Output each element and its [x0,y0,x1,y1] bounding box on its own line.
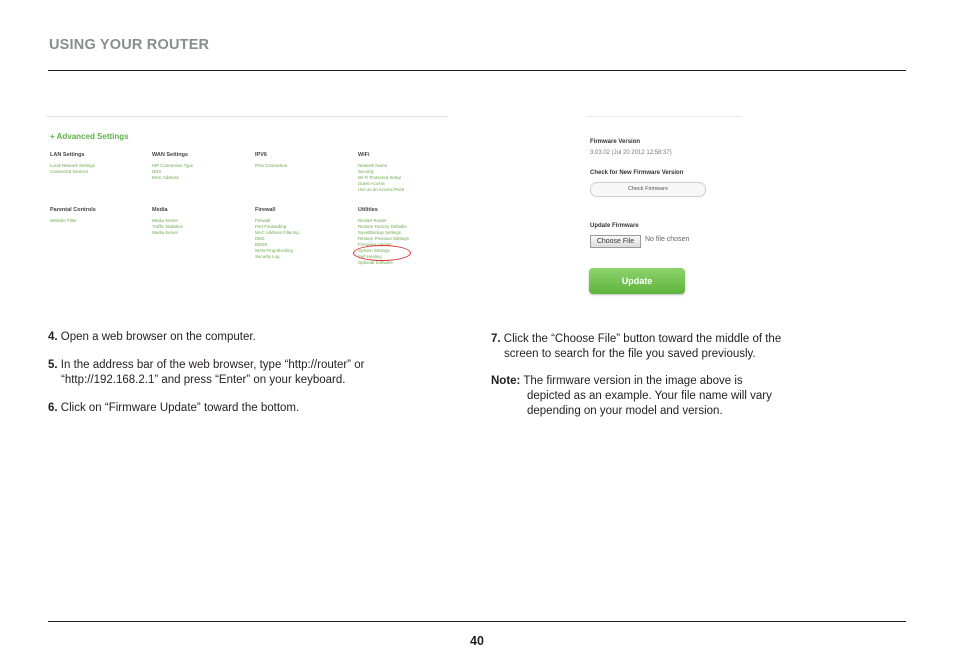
settings-link[interactable]: Save/Backup Settings [358,230,401,235]
settings-link[interactable]: Security [358,169,374,174]
settings-link[interactable]: Connected Devices [50,169,89,174]
settings-link[interactable]: Use as an Access Point [358,187,405,192]
settings-link[interactable]: Optional Software [358,260,393,265]
settings-column-parental [50,207,145,224]
settings-link[interactable]: Traffic Statistics [152,224,183,229]
bottom-divider [48,621,906,622]
step-7 [491,332,901,362]
settings-column-ipv6 [255,152,350,169]
settings-link[interactable]: MAC Address [152,175,179,180]
settings-link[interactable]: Self Healing [358,254,382,259]
step-number: 5. [48,359,58,371]
settings-link[interactable]: Restart Router [358,218,387,223]
column-heading: LAN Settings [50,152,85,158]
choose-file-button[interactable]: Choose File [590,235,641,248]
screenshot-top-border [588,116,742,117]
step-4 [48,330,458,345]
column-heading: IPV6 [255,152,267,158]
settings-link[interactable]: Restore Previous Settings [358,236,409,241]
advanced-settings-title: + Advanced Settings [50,132,129,141]
step-6 [48,401,458,416]
settings-column-lan [50,152,145,175]
settings-link[interactable]: Website Filter [50,218,77,223]
column-heading: Media [152,207,168,213]
step-text: Click on “Firmware Update” toward the bottom. [60,402,300,414]
firmware-version-value: 3.03.02 (Jul 20 2012 12:58:37) [590,150,672,156]
note-line2: depicted as an example. Your file name will vary [527,390,772,402]
settings-link[interactable]: Wi-Fi Protected Setup [358,175,401,180]
settings-link[interactable]: Port Forwarding [255,224,287,229]
column-heading: Parental Controls [50,207,96,213]
firmware-update-screenshot [584,116,744,301]
column-heading: WAN Settings [152,152,189,158]
firmware-version-label: Firmware Version [590,139,641,145]
firmware-update-highlight-circle [353,245,411,261]
note [491,374,901,419]
step-number: 7. [491,333,501,345]
settings-link[interactable]: Guest Access [358,181,385,186]
note-label: Note: [491,375,521,387]
note-line1: The firmware version in the image above is [523,375,743,387]
column-heading: Firewall [255,207,276,213]
header-title: USING YOUR ROUTER [49,37,210,53]
settings-link[interactable]: Security Log [255,254,280,259]
step-5 [48,358,458,388]
settings-link[interactable]: DNS [152,169,162,174]
check-firmware-button[interactable]: Check Firmware [590,182,706,197]
settings-column-firewall [255,207,350,260]
update-button[interactable]: Update [589,268,685,294]
column-heading: Utilities [358,207,378,213]
settings-column-wan [152,152,247,181]
settings-link[interactable]: DDNS [255,242,268,247]
step-text: Open a web browser on the computer. [60,331,256,343]
screenshot-top-border [46,116,448,117]
page-number: 40 [470,634,484,648]
settings-link[interactable]: Media Server [152,218,179,223]
advanced-settings-screenshot [46,116,448,286]
settings-link[interactable]: IPv6 Connection [255,163,288,168]
settings-link[interactable]: MAC Address Filtering [255,230,299,235]
no-file-chosen-text: No file chosen [645,236,690,243]
settings-link[interactable]: ISP Connection Type [152,163,194,168]
update-firmware-label: Update Firmware [590,223,639,229]
settings-link[interactable]: WAN Ping Blocking [255,248,293,253]
settings-link[interactable]: Local Network Settings [50,163,95,168]
settings-link[interactable]: System Settings [358,248,390,253]
step-text-line1: Click the “Choose File” button toward the middle of the [503,333,782,345]
settings-link[interactable]: Media Server [152,230,179,235]
step-number: 6. [48,402,58,414]
settings-link[interactable]: Network Name [358,163,388,168]
step-text-line1: In the address bar of the web browser, type “http://router” or [60,359,365,371]
firmware-update-link[interactable]: Firmware Update [358,242,392,247]
column-heading: WiFi [358,152,370,158]
settings-link[interactable]: Restore Factory Defaults [358,224,407,229]
check-new-firmware-label: Check for New Firmware Version [590,170,684,176]
settings-column-wifi [358,152,453,193]
note-line3: depending on your model and version. [527,405,723,417]
settings-link[interactable]: DMZ [255,236,265,241]
step-text-line2: screen to search for the file you saved previously. [504,348,756,360]
step-number: 4. [48,331,58,343]
settings-link[interactable]: Firewall [255,218,271,223]
settings-column-media [152,207,247,236]
step-text-line2: “http://192.168.2.1” and press “Enter” on your keyboard. [61,374,346,386]
top-divider [48,70,906,71]
